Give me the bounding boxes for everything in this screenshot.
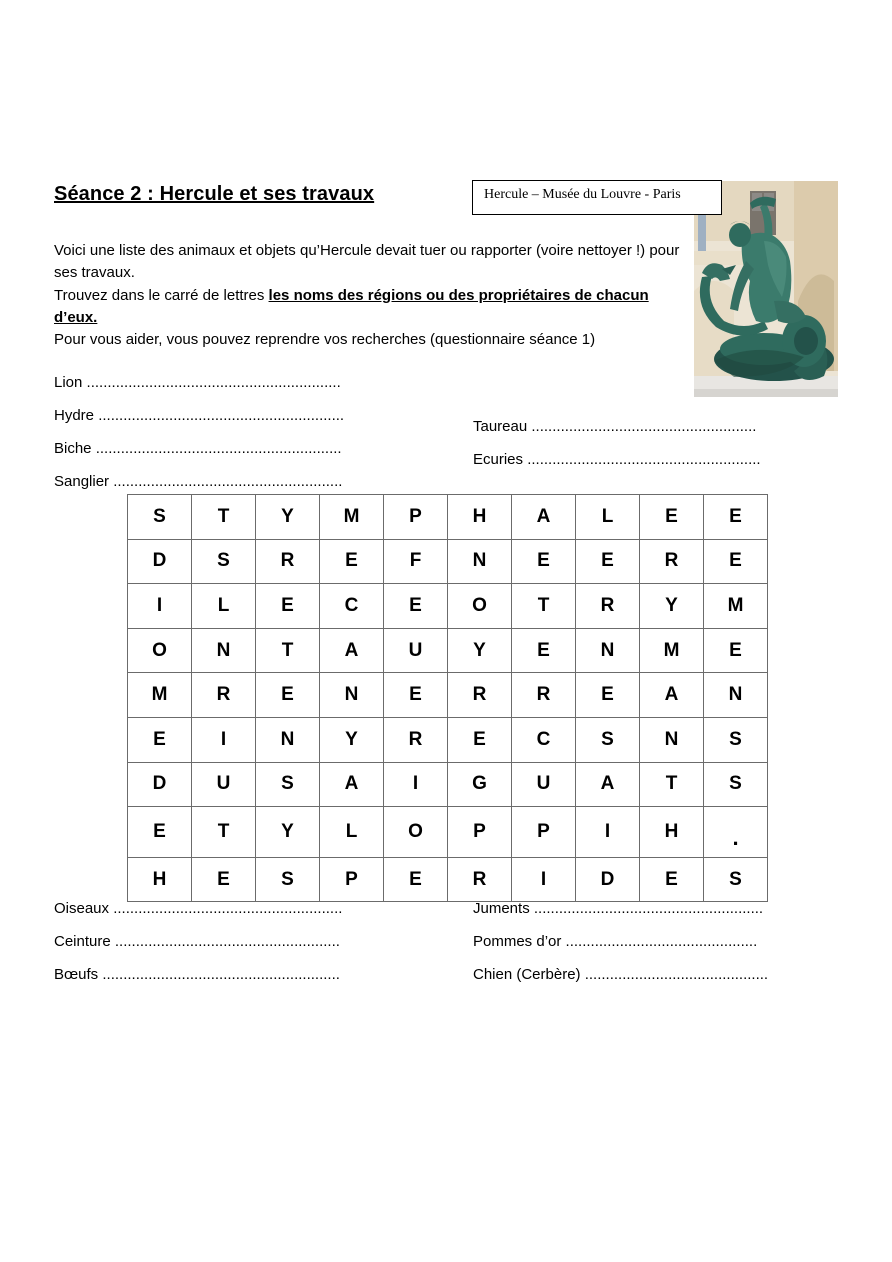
grid-row bbox=[128, 628, 768, 673]
answer-field-lion[interactable] bbox=[54, 374, 341, 392]
instructions bbox=[54, 240, 684, 351]
grid-cell[interactable]: . bbox=[704, 807, 768, 858]
grid-cell[interactable]: E bbox=[576, 673, 640, 718]
grid-cell[interactable]: A bbox=[640, 673, 704, 718]
grid-cell[interactable]: R bbox=[512, 673, 576, 718]
grid-cell[interactable]: Y bbox=[640, 584, 704, 629]
grid-cell[interactable]: U bbox=[512, 762, 576, 807]
answer-field-ceinture[interactable] bbox=[54, 933, 340, 951]
grid-row bbox=[128, 673, 768, 718]
grid-cell[interactable]: I bbox=[576, 807, 640, 858]
grid-cell[interactable]: U bbox=[192, 762, 256, 807]
grid-cell[interactable]: N bbox=[640, 717, 704, 762]
grid-cell[interactable]: E bbox=[704, 495, 768, 540]
field-label: Ecuries bbox=[473, 451, 524, 468]
field-blank[interactable]: ...................................................... bbox=[114, 933, 340, 950]
answer-field-pommes-dor[interactable] bbox=[473, 933, 757, 951]
grid-cell[interactable]: E bbox=[384, 673, 448, 718]
grid-row bbox=[128, 495, 768, 540]
grid-cell[interactable]: R bbox=[384, 717, 448, 762]
grid-cell[interactable]: N bbox=[320, 673, 384, 718]
grid-cell[interactable]: E bbox=[512, 628, 576, 673]
grid-cell[interactable]: D bbox=[576, 857, 640, 902]
grid-cell[interactable]: R bbox=[448, 857, 512, 902]
answer-field-chien-cerbere[interactable] bbox=[473, 966, 768, 984]
answer-field-taureau[interactable] bbox=[473, 418, 756, 436]
instruction-line-2 bbox=[54, 285, 684, 330]
answer-field-hydre[interactable] bbox=[54, 407, 344, 425]
grid-cell[interactable]: M bbox=[320, 495, 384, 540]
grid-cell[interactable]: S bbox=[128, 495, 192, 540]
grid-cell[interactable]: M bbox=[128, 673, 192, 718]
grid-cell[interactable]: Y bbox=[256, 495, 320, 540]
field-blank[interactable]: ........................................................ bbox=[527, 451, 761, 468]
field-label: Bœufs bbox=[54, 966, 99, 983]
grid-cell[interactable]: S bbox=[256, 762, 320, 807]
grid-cell[interactable]: G bbox=[448, 762, 512, 807]
grid-cell[interactable]: S bbox=[704, 717, 768, 762]
field-label: Sanglier bbox=[54, 473, 110, 490]
grid-cell[interactable]: F bbox=[384, 539, 448, 584]
grid-cell[interactable]: N bbox=[448, 539, 512, 584]
instruction-line-2-prefix: Trouvez dans le carré de lettres bbox=[54, 286, 269, 304]
instruction-line-1: Voici une liste des animaux et objets qu’Hercule devait tuer ou rapporter (voire nettoyer !) pour ses travaux. bbox=[54, 242, 680, 282]
answer-field-sanglier[interactable] bbox=[54, 473, 342, 491]
grid-cell[interactable]: A bbox=[576, 762, 640, 807]
grid-cell[interactable]: E bbox=[640, 495, 704, 540]
field-blank[interactable]: ......................................................... bbox=[102, 966, 340, 983]
grid-cell[interactable]: A bbox=[512, 495, 576, 540]
grid-cell[interactable]: S bbox=[576, 717, 640, 762]
grid-cell[interactable]: E bbox=[384, 584, 448, 629]
instruction-line-3: Pour vous aider, vous pouvez reprendre vos recherches (questionnaire séance 1) bbox=[54, 331, 596, 349]
page-title: Séance 2 : Hercule et ses travaux bbox=[54, 183, 375, 205]
grid-cell[interactable]: A bbox=[320, 762, 384, 807]
field-blank[interactable]: ....................................................... bbox=[113, 473, 343, 490]
grid-cell[interactable]: H bbox=[128, 857, 192, 902]
grid-cell[interactable]: N bbox=[192, 628, 256, 673]
grid-cell[interactable]: S bbox=[704, 857, 768, 902]
grid-cell[interactable]: E bbox=[128, 807, 192, 858]
grid-cell[interactable]: D bbox=[128, 539, 192, 584]
field-label: Juments bbox=[473, 900, 530, 917]
grid-cell[interactable]: R bbox=[640, 539, 704, 584]
grid-cell[interactable]: I bbox=[384, 762, 448, 807]
grid-cell[interactable]: R bbox=[576, 584, 640, 629]
field-blank[interactable]: ............................................ bbox=[584, 966, 769, 983]
grid-cell[interactable]: M bbox=[704, 584, 768, 629]
grid-cell[interactable]: I bbox=[192, 717, 256, 762]
answer-field-ecuries[interactable] bbox=[473, 451, 761, 469]
field-blank[interactable]: ........................................................... bbox=[98, 407, 345, 424]
grid-cell[interactable]: A bbox=[320, 628, 384, 673]
grid-cell[interactable]: E bbox=[448, 717, 512, 762]
field-label: Oiseaux bbox=[54, 900, 110, 917]
grid-cell[interactable]: E bbox=[256, 673, 320, 718]
grid-row bbox=[128, 717, 768, 762]
field-label: Taureau bbox=[473, 418, 528, 435]
grid-cell[interactable]: T bbox=[192, 807, 256, 858]
grid-cell[interactable]: L bbox=[192, 584, 256, 629]
field-label: Chien (Cerbère) bbox=[473, 966, 581, 983]
grid-cell[interactable]: E bbox=[512, 539, 576, 584]
field-blank[interactable]: ............................................................. bbox=[86, 374, 341, 391]
field-label: Biche bbox=[54, 440, 92, 457]
grid-cell[interactable]: I bbox=[128, 584, 192, 629]
grid-cell[interactable]: S bbox=[256, 857, 320, 902]
grid-cell[interactable]: R bbox=[448, 673, 512, 718]
grid-cell[interactable]: C bbox=[512, 717, 576, 762]
grid-cell[interactable]: T bbox=[192, 495, 256, 540]
answer-field-oiseaux[interactable] bbox=[54, 900, 342, 918]
grid-row bbox=[128, 857, 768, 902]
field-blank[interactable]: ........................................................... bbox=[95, 440, 342, 457]
grid-row bbox=[128, 584, 768, 629]
grid-cell[interactable]: P bbox=[320, 857, 384, 902]
word-search-grid bbox=[127, 494, 768, 902]
grid-cell[interactable]: H bbox=[640, 807, 704, 858]
grid-cell[interactable]: Y bbox=[320, 717, 384, 762]
grid-cell[interactable]: E bbox=[384, 857, 448, 902]
answer-field-biche[interactable] bbox=[54, 440, 342, 458]
grid-row bbox=[128, 539, 768, 584]
grid-cell[interactable]: E bbox=[192, 857, 256, 902]
grid-cell[interactable]: E bbox=[320, 539, 384, 584]
grid-cell[interactable]: P bbox=[448, 807, 512, 858]
grid-row bbox=[128, 807, 768, 858]
field-label: Lion bbox=[54, 374, 83, 391]
field-blank[interactable]: .............................................. bbox=[565, 933, 758, 950]
grid-cell[interactable]: N bbox=[704, 673, 768, 718]
grid-cell[interactable]: E bbox=[640, 857, 704, 902]
field-blank[interactable]: ....................................................... bbox=[533, 900, 764, 917]
grid-cell[interactable]: R bbox=[256, 539, 320, 584]
grid-cell[interactable]: E bbox=[576, 539, 640, 584]
field-label: Ceinture bbox=[54, 933, 111, 950]
grid-cell[interactable]: L bbox=[320, 807, 384, 858]
image-caption: Hercule – Musée du Louvre - Paris bbox=[472, 180, 722, 215]
grid-cell[interactable]: P bbox=[384, 495, 448, 540]
grid-row bbox=[128, 762, 768, 807]
grid-cell[interactable]: Y bbox=[448, 628, 512, 673]
answer-field-juments[interactable] bbox=[473, 900, 763, 918]
grid-cell[interactable]: E bbox=[256, 584, 320, 629]
grid-cell[interactable]: I bbox=[512, 857, 576, 902]
grid-cell[interactable]: O bbox=[384, 807, 448, 858]
grid-cell[interactable]: Y bbox=[256, 807, 320, 858]
grid-cell[interactable]: C bbox=[320, 584, 384, 629]
answer-field-boeufs[interactable] bbox=[54, 966, 340, 984]
field-blank[interactable]: ....................................................... bbox=[113, 900, 343, 917]
grid-cell[interactable]: N bbox=[576, 628, 640, 673]
grid-cell[interactable]: E bbox=[704, 628, 768, 673]
grid-cell[interactable]: E bbox=[704, 539, 768, 584]
grid-cell[interactable]: P bbox=[512, 807, 576, 858]
grid-cell[interactable]: O bbox=[448, 584, 512, 629]
field-blank[interactable]: ...................................................... bbox=[531, 418, 757, 435]
grid-cell[interactable]: S bbox=[704, 762, 768, 807]
instruction-emphasis: les noms des régions ou des propriétaires de chacun d’eux. bbox=[54, 286, 649, 326]
grid-cell[interactable]: U bbox=[384, 628, 448, 673]
grid-cell[interactable]: L bbox=[576, 495, 640, 540]
grid-cell[interactable]: R bbox=[192, 673, 256, 718]
grid-cell[interactable]: T bbox=[640, 762, 704, 807]
grid-cell[interactable]: D bbox=[128, 762, 192, 807]
field-label: Hydre bbox=[54, 407, 95, 424]
grid-cell[interactable]: S bbox=[192, 539, 256, 584]
grid-cell[interactable]: T bbox=[256, 628, 320, 673]
grid-cell[interactable]: T bbox=[512, 584, 576, 629]
grid-cell[interactable]: M bbox=[640, 628, 704, 673]
grid-cell[interactable]: H bbox=[448, 495, 512, 540]
grid-cell[interactable]: E bbox=[128, 717, 192, 762]
grid-cell[interactable]: N bbox=[256, 717, 320, 762]
grid-cell[interactable]: O bbox=[128, 628, 192, 673]
field-label: Pommes d’or bbox=[473, 933, 562, 950]
